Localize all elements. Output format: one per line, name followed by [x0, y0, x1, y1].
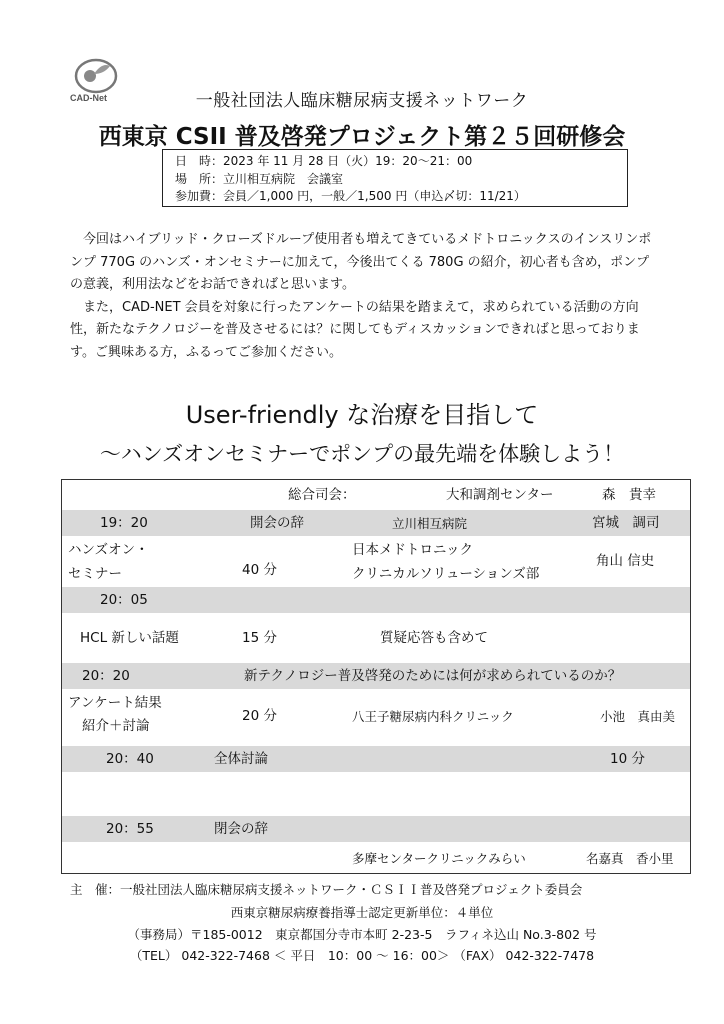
schedule-org: 八王子糖尿病内科クリニック — [352, 709, 514, 724]
footer-host: 主 催：一般社団法人臨床糖尿病支援ネットワーク・ＣＳＩＩ普及啓発プロジェクト委員会 — [70, 882, 583, 897]
organization-name: 一般社団法人臨床糖尿病支援ネットワーク — [195, 91, 529, 111]
event-fee: 参加費：会員／1,000 円，一般／1,500 円（申込〆切：11/21） — [175, 189, 526, 203]
schedule-duration: 40 分 — [242, 562, 277, 578]
event-date: 日 時：2023 年 11 月 28 日（火）19：20〜21：00 — [175, 154, 473, 168]
footer-office: （事務局）〒185-0012 東京都国分寺市本町 2-23-5 ラフィネ込山 No.3-802 号 — [127, 927, 597, 942]
headline: User-friendly な治療を目指して — [185, 401, 539, 429]
schedule-item: HCL 新しい話題 — [80, 630, 179, 646]
event-place: 場 所：立川相互病院 会議室 — [175, 172, 344, 186]
schedule-band — [62, 816, 690, 842]
schedule-band — [62, 746, 690, 772]
schedule-item: アンケート結果 — [68, 695, 162, 711]
schedule-name: 角山 信史 — [596, 553, 655, 569]
schedule-org: 多摩センタークリニックみらい — [352, 851, 526, 866]
footer-credit: 西東京糖尿病療養指導士認定更新単位：４単位 — [230, 905, 494, 920]
intro-text — [70, 229, 660, 364]
footer-contact: （TEL） 042-322-7468 ＜ 平日 10：00 〜 16：00＞ （FAX） 042-322-7478 — [129, 948, 595, 963]
schedule-duration: 15 分 — [242, 630, 277, 646]
mc-label: 総合司会： — [288, 487, 356, 503]
schedule-time: 20：40 — [106, 751, 154, 767]
schedule-duration: 10 分 — [610, 751, 645, 767]
schedule-org: 日本メドトロニック — [352, 542, 473, 558]
schedule-item: セミナー — [68, 566, 122, 582]
schedule-org: クリニカルソリューションズ部 — [352, 566, 540, 582]
schedule-time: 20：55 — [106, 821, 154, 837]
logo-text: CAD-Net — [70, 93, 107, 103]
schedule-item: 全体討論 — [214, 751, 268, 767]
schedule-name: 名嘉真 香小里 — [586, 851, 674, 866]
schedule-item: 紹介＋討論 — [82, 718, 150, 734]
schedule-item: 開会の辞 — [250, 515, 304, 531]
mc-name: 森 貴幸 — [602, 487, 656, 503]
schedule-band — [62, 587, 690, 613]
intro-paragraph-1: 今回はハイブリッド・クローズドループ使用者も増えてきているメドトロニックスのインスリンポンプ 770G のハンズ・オンセミナーに加えて，今後出てくる 780G の紹介，初心者も含め，ポンプの意義，利用法などをお話できればと思います。 — [70, 232, 652, 292]
schedule-time: 20：20 — [82, 668, 130, 684]
schedule-name: 宮城 調司 — [592, 515, 660, 531]
schedule-name: 小池 真由美 — [600, 709, 676, 724]
mc-org: 大和調剤センター — [446, 487, 554, 503]
schedule-table — [61, 479, 691, 874]
schedule-item: ハンズオン・ — [68, 542, 149, 558]
schedule-time: 20：05 — [100, 592, 148, 608]
page-title: 西東京 CSII 普及啓発プロジェクト第２５回研修会 — [98, 124, 626, 150]
schedule-time: 19：20 — [100, 515, 148, 531]
schedule-note: 質疑応答も含めて — [380, 630, 488, 646]
schedule-org: 立川相互病院 — [392, 516, 468, 531]
schedule-topic: 新テクノロジー普及啓発のためには何が求められているのか？ — [244, 668, 622, 684]
schedule-duration: 20 分 — [242, 708, 277, 724]
schedule-item: 閉会の辞 — [214, 821, 268, 837]
subheadline: 〜ハンズオンセミナーでポンプの最先端を体験しよう！ — [99, 442, 625, 466]
event-info-box — [162, 149, 628, 207]
intro-paragraph-2: また，CAD-NET 会員を対象に行ったアンケートの結果を踏まえて，求められている活動の方向性，新たなテクノロジーを普及させるには？に関してもディスカッションできればと思っております。ご興味ある方，ふるってご参加ください。 — [70, 299, 640, 360]
